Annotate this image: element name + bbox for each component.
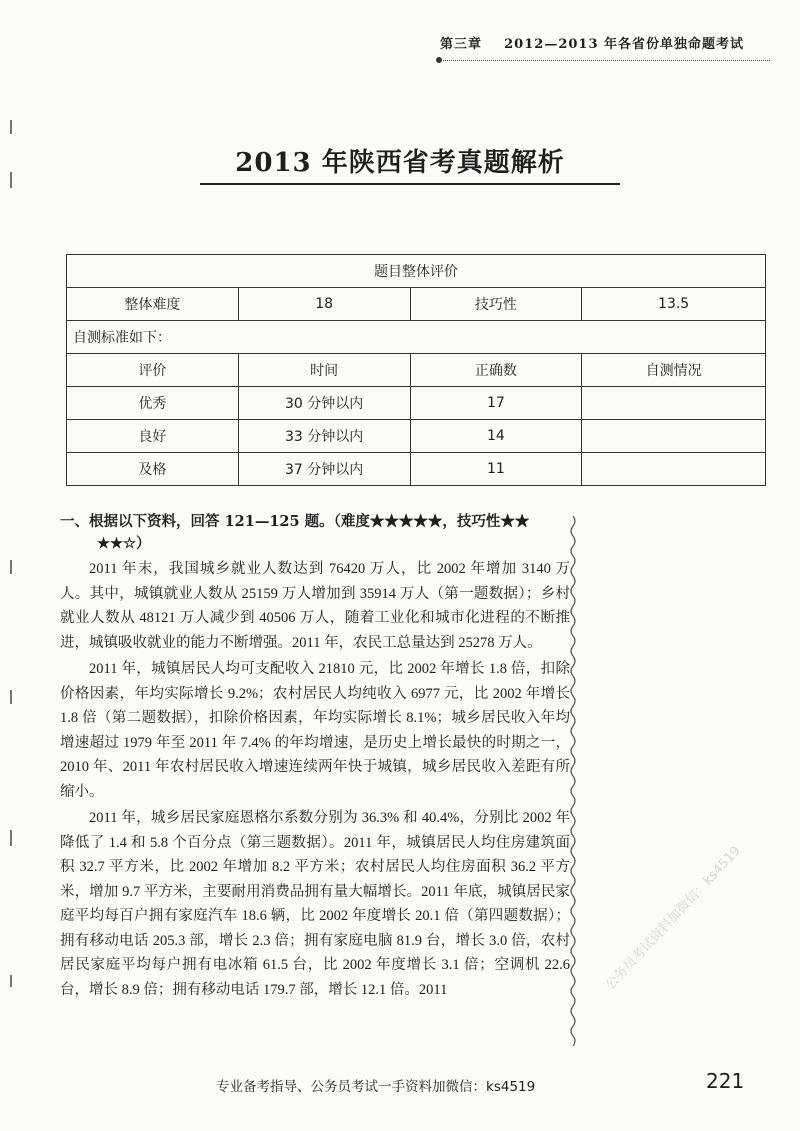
self-check-cell [582, 453, 766, 486]
footer-text: 专业备考指导、公务员考试一手资料加微信：ks4519 [216, 1079, 536, 1095]
column-header: 评价 [67, 354, 239, 387]
wavy-margin-line [568, 516, 578, 1046]
time-cell: 37 分钟以内 [238, 453, 410, 486]
column-header: 自测情况 [582, 354, 766, 387]
article-paragraph: 2011 年末，我国城乡就业人数达到 76420 万人，比 2002 年增加 3140 万人。其中，城镇就业人数从 25159 万人增加到 35914 万人（第一题数据）；乡村就业人数从 48121 万人减少到 40506 万人，随着工业化和城市化进程的不断推进，城镇吸收就业的能力不断增强。2011 年，农民工总量达到 25278 万人。 [60, 561, 570, 651]
time-cell: 33 分钟以内 [238, 420, 410, 453]
article-paragraph: 2011 年，城乡居民家庭恩格尔系数分别为 36.3% 和 40.4%，分别比 2002 年降低了 1.4 和 5.8 个百分点（第三题数据）。2011 年，城镇居民人均住房建筑面积 32.7 平方米，比 2002 年增加 8.2 平方米；农村居民人均住房面积 36.2 平方米，增加 9.7 平方米，主要耐用消费品拥有量大幅增长。2011 年底，城镇居民家庭平均每百户拥有家庭汽车 18.6 辆，比 2002 年度增长 20.1 倍（第四题数据）；拥有移动电话 205.3 部，增长 2.3 倍；拥有家庭电脑 81.9 台，增长 3.0 倍，农村居民家庭平均每户拥有电冰箱 61.5 台，比 2002 年度增长 3.1 倍；空调机 22.6 台，增长 8.9 倍；拥有移动电话 179.7 部，增长 12.1 倍。2011 [60, 810, 570, 998]
margin-tick [10, 172, 12, 188]
margin-tick [10, 690, 12, 704]
standard-note: 自测标准如下： [67, 321, 766, 354]
correct-cell: 17 [410, 387, 582, 420]
table-row [67, 387, 766, 420]
margin-tick [10, 830, 12, 846]
table-row [67, 321, 766, 354]
chapter-subtitle: 2012—2013 年各省份单独命题考试 [504, 37, 745, 52]
difficulty-value: 18 [238, 288, 410, 321]
article-paragraph: 2011 年，城镇居民人均可支配收入 21810 元，比 2002 年增长 1.8 倍，扣除价格因素，年均实际增长 9.2%；农村居民人均纯收入 6977 元，比 2002 年增长 1.8 倍（第二题数据），扣除价格因素，年均实际增长 8.1%；城乡居民收入年均增速超过 1979 年至 2011 年 7.4% 的年均增速，是历史上增长最快的时期之一，2010 年、2011 年农村居民收入增速连续两年快于城镇，城乡居民收入差距有所缩小。 [60, 661, 570, 800]
table-row [67, 288, 766, 321]
table-row [67, 420, 766, 453]
self-check-cell [582, 420, 766, 453]
column-header: 时间 [238, 354, 410, 387]
grade-cell: 良好 [67, 420, 239, 453]
skill-value: 13.5 [582, 288, 766, 321]
chapter-label: 第三章 [440, 37, 483, 52]
table-header-row [67, 354, 766, 387]
evaluation-table [66, 254, 766, 486]
self-check-cell [582, 387, 766, 420]
question-heading-continued: ★★☆） [97, 535, 151, 552]
title-underline [200, 183, 620, 185]
running-header [440, 33, 770, 52]
question-heading: 一、根据以下资料，回答 121—125 题。（难度★★★★★，技巧性★★ [60, 513, 530, 530]
margin-tick [10, 560, 12, 574]
grade-cell: 优秀 [67, 387, 239, 420]
skill-label: 技巧性 [410, 288, 582, 321]
column-header: 正确数 [410, 354, 582, 387]
header-rule [440, 60, 770, 61]
table-row [67, 255, 766, 288]
margin-tick [10, 120, 12, 134]
difficulty-label: 整体难度 [67, 288, 239, 321]
page-title: 2013 年陕西省考真题解析 [235, 148, 565, 178]
time-cell: 30 分钟以内 [238, 387, 410, 420]
question-article [60, 511, 570, 1002]
watermark-text: 公务员考试资料加微信：ks4519 [602, 843, 744, 993]
correct-cell: 11 [410, 453, 582, 486]
evaluation-caption: 题目整体评价 [67, 255, 766, 288]
table-row [67, 453, 766, 486]
correct-cell: 14 [410, 420, 582, 453]
margin-tick [10, 975, 12, 987]
page-number: 221 [706, 1069, 745, 1093]
grade-cell: 及格 [67, 453, 239, 486]
